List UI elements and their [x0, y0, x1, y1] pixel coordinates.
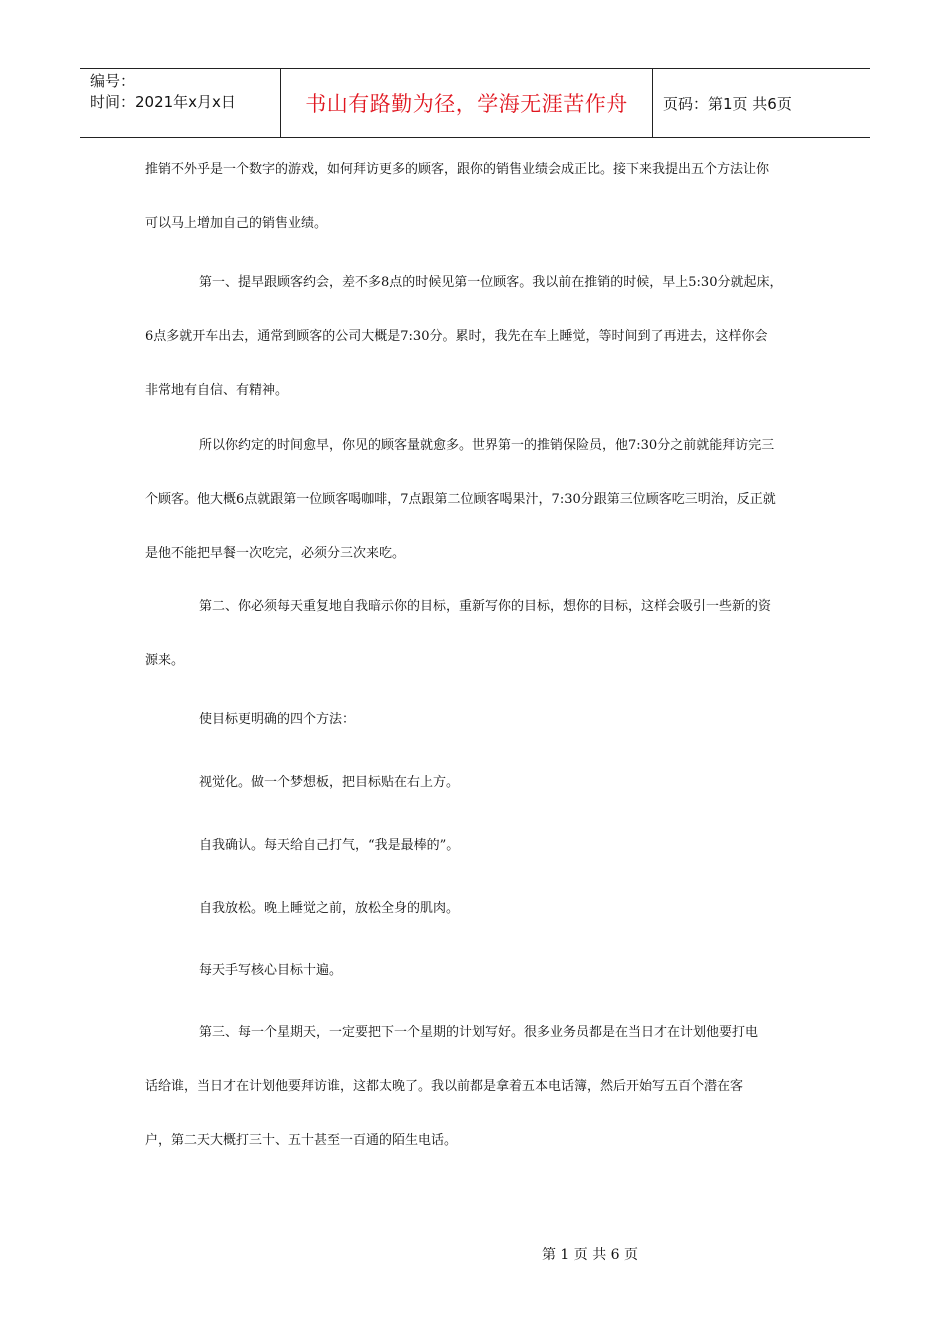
- document-date: 时间：2021年x月x日: [90, 93, 236, 111]
- paragraph-point-3: [145, 1006, 810, 1168]
- text-line: 每天手写核心目标十遍。: [199, 963, 343, 978]
- page-footer: 第 1 页 共 6 页: [541, 1247, 639, 1263]
- paragraph-methods-heading: [145, 693, 810, 747]
- method-visualize: [145, 756, 810, 810]
- page-header: [80, 68, 870, 138]
- paragraph-early-schedule: [145, 419, 810, 581]
- text-line: 使目标更明确的四个方法：: [199, 712, 356, 727]
- paragraph-point-2: [145, 580, 810, 688]
- method-affirmation: [145, 819, 810, 873]
- text-line: 源来。: [145, 653, 185, 668]
- text-line: 推销不外乎是一个数字的游戏，如何拜访更多的顾客，跟你的销售业绩会成正比。接下来我提出五个方法让你: [145, 162, 770, 177]
- text-line: 第二、你必须每天重复地自我暗示你的目标，重新写你的目标，想你的目标，这样会吸引一些新的资: [199, 599, 772, 614]
- method-relaxation: [145, 882, 810, 936]
- text-line: 个顾客。他大概6点就跟第一位顾客喝咖啡，7点跟第二位顾客喝果汁，7:30分跟第三位顾客吃三明治，反正就: [145, 492, 776, 507]
- text-line: 可以马上增加自己的销售业绩。: [145, 216, 328, 231]
- method-handwrite-goals: [145, 944, 810, 998]
- header-info-cell: [80, 69, 281, 137]
- text-line: 6点多就开车出去，通常到顾客的公司大概是7:30分。累时，我先在车上睡觉，等时间到了再进去，这样你会: [145, 329, 768, 344]
- text-line: 视觉化。做一个梦想板，把目标贴在右上方。: [199, 775, 460, 790]
- text-line: 话给谁，当日才在计划他要拜访谁，这都太晚了。我以前都是拿着五本电话簿，然后开始写五百个潜在客: [145, 1079, 744, 1094]
- text-line: 所以你约定的时间愈早，你见的顾客量就愈多。世界第一的推销保险员，他7:30分之前就能拜访完三: [199, 438, 775, 453]
- text-line: 第一、提早跟顾客约会，差不多8点的时候见第一位顾客。我以前在推销的时候，早上5:30分就起床，: [199, 275, 783, 290]
- text-line: 非常地有自信、有精神。: [145, 383, 289, 398]
- header-page-info: 页码：第1页 共6页: [663, 94, 792, 113]
- paragraph-intro: [145, 143, 810, 251]
- text-line: 自我放松。晚上睡觉之前，放松全身的肌肉。: [199, 901, 460, 916]
- text-line: 户，第二天大概打三十、五十甚至一百通的陌生电话。: [145, 1133, 458, 1148]
- text-line: 是他不能把早餐一次吃完，必须分三次来吃。: [145, 546, 406, 561]
- paragraph-point-1: [145, 256, 810, 418]
- text-line: 自我确认。每天给自己打气，“我是最棒的”。: [199, 838, 460, 853]
- header-motto: 书山有路勤为径，学海无涯苦作舟: [281, 69, 653, 137]
- document-number: 编号：: [90, 72, 136, 90]
- text-line: 第三、每一个星期天，一定要把下一个星期的计划写好。很多业务员都是在当日才在计划他要打电: [199, 1025, 759, 1040]
